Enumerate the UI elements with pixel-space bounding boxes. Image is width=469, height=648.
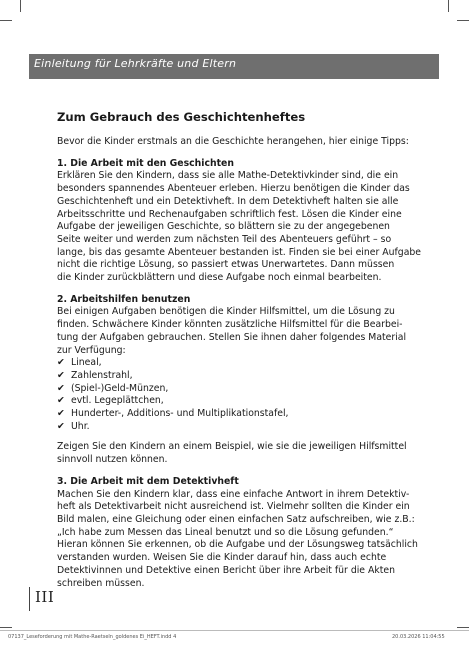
section-text: Zeigen Sie den Kindern an einem Beispiel, wie sie die jeweiligen Hilfsmittel sinnvoll nutzen können.: [57, 441, 407, 466]
list-item: ✔ Hunderter-, Additions- und Multiplikationstafel,: [57, 408, 289, 420]
checkmark-icon: ✔: [57, 408, 65, 420]
section-text: Machen Sie den Kindern klar, dass eine einfache Antwort in ihrem Detektiv- heft als Detektivarbeit nicht ausreichend ist. Vielmehr sollten die Kinder ein Bild malen, eine Gleichung oder einen einfachen Satz aufschreiben, wie z.B.: „Ich habe zum Messen das Lineal benutzt und so die Lösung gefunden.“ Hieran können Sie erkennen, ob die Aufgabe und der Lösungsweg tatsächlich verstanden wurden. Weisen Sie die Kinder darauf hin, dass auch echte Detektivinnen und Detektive einen Bericht über ihre Arbeit für die Akten schreiben müssen.: [57, 488, 418, 589]
list-item: ✔ Lineal,: [57, 357, 102, 369]
crop-mark: [0, 627, 12, 628]
checkmark-icon: ✔: [57, 420, 65, 432]
crop-mark: [457, 627, 469, 628]
checkmark-icon: ✔: [57, 395, 65, 407]
list-item: ✔ evtl. Legeplättchen,: [57, 395, 164, 407]
crop-mark: [0, 20, 12, 21]
list-item: ✔ Zahlenstrahl,: [57, 369, 133, 381]
crop-mark: [448, 0, 449, 12]
crop-mark: [20, 0, 21, 12]
checkmark-icon: ✔: [57, 382, 65, 394]
page-number: III: [35, 588, 55, 606]
material-list: [57, 357, 427, 433]
page-content: [57, 110, 427, 590]
footer-datetime: 20.03.2026 11:04:55: [392, 634, 445, 640]
list-item: ✔ Uhr.: [57, 420, 90, 432]
header-title: Einleitung für Lehrkräfte und Eltern: [34, 57, 237, 70]
crop-mark: [457, 20, 469, 21]
section-title: 1. Die Arbeit mit den Geschichten: [57, 157, 234, 169]
footer-filename: 07137_Leseforderung mit Mathe-Raetseln_goldenes Ei_HEFT.indd 4: [8, 634, 177, 640]
section-text: Erklären Sie den Kindern, dass sie alle Mathe-Detektivkinder sind, die ein besonders spannendes Abenteuer erleben. Hierzu benötigen die Kinder das Geschichtenheft und ein Detektivheft. In dem Detektivheft halten sie alle Arbeitsschritte und Rechenaufgaben schriftlich fest. Lösen die Kinder eine Aufgabe der jeweiligen Geschichte, so blättern sie zu der angegebenen Seite weiter und werden zum nächsten Teil des Abenteuers geführt – so lange, bis das gesamte Abenteuer bestanden ist. Finden sie bei einer Aufgabe nicht die richtige Lösung, so passiert etwas Unerwartetes. Dann müssen die Kinder zurückblättern und diese Aufgabe noch einmal bearbeiten.: [57, 170, 422, 284]
intro-text: Bevor die Kinder erstmals an die Geschichte herangehen, hier einige Tipps:: [57, 136, 409, 147]
page-title: Zum Gebrauch des Geschichtenheftes: [57, 110, 306, 124]
page-number-rule: [29, 587, 30, 611]
section-title: 2. Arbeitshilfen benutzen: [57, 293, 191, 305]
list-item: ✔ (Spiel-)Geld-Münzen,: [57, 382, 169, 394]
checkmark-icon: ✔: [57, 369, 65, 381]
section-title: 3. Die Arbeit mit dem Detektivheft: [57, 475, 239, 487]
footer-rule: [0, 630, 469, 631]
checkmark-icon: ✔: [57, 357, 65, 369]
section-text: Bei einigen Aufgaben benötigen die Kinder Hilfsmittel, um die Lösung zu finden. Schwächere Kinder könnten zusätzliche Hilfsmittel für die Bearbei- tung der Aufgaben gebrauchen. Stellen Sie ihnen daher folgendes Material zur Verfügung:: [57, 306, 407, 356]
